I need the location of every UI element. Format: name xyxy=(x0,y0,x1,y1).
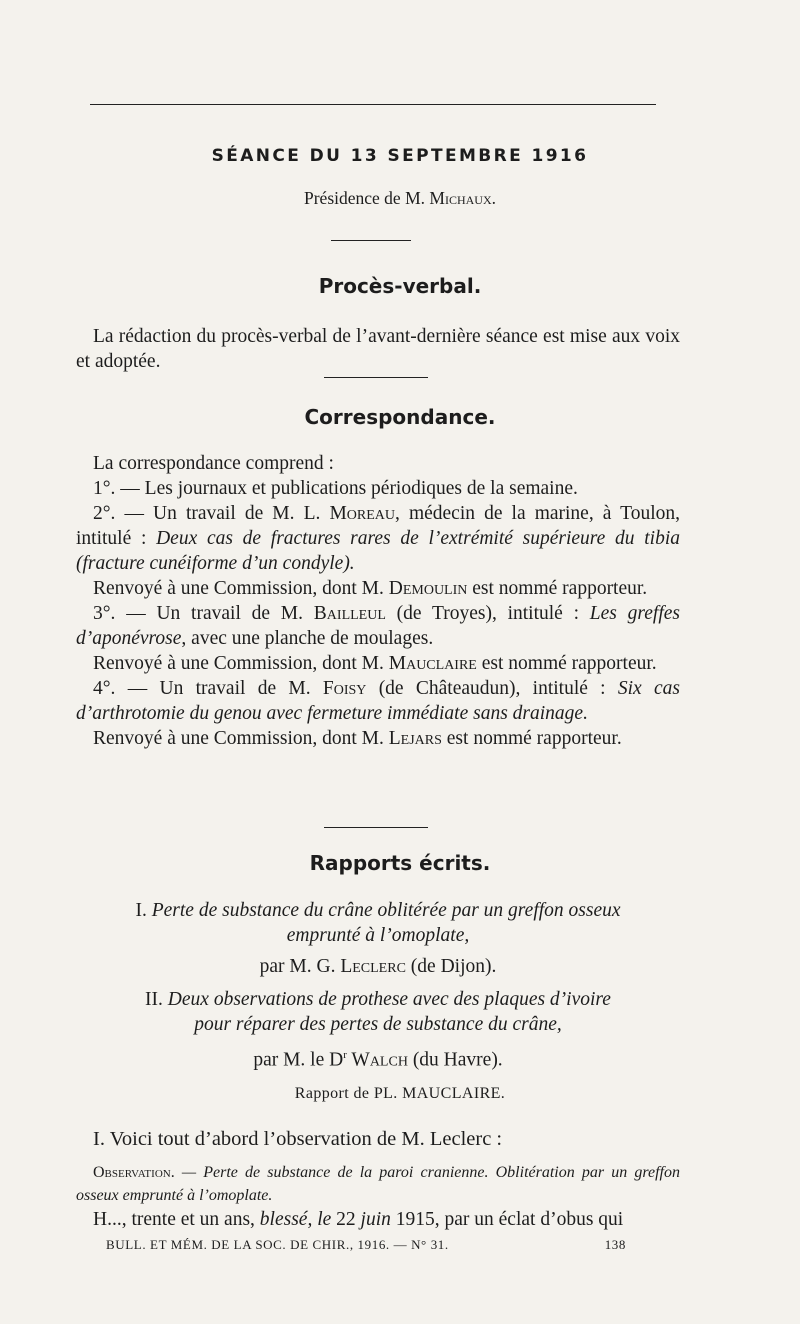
case-line: H..., trente et un ans, blessé, le 22 juin 1915, par un éclat d’obus qui xyxy=(93,1209,624,1230)
rapporteur-name: Demoulin xyxy=(388,578,468,599)
rapporteur-name: Lejars xyxy=(388,728,442,749)
rapport-2-number: II. xyxy=(145,989,168,1010)
rapport-1-number: I. xyxy=(135,900,152,921)
presidence-line xyxy=(0,188,800,209)
author-name: Walch xyxy=(346,1049,408,1071)
rapport-1-title-line-2: emprunté à l’omoplate, xyxy=(286,925,470,946)
correspondance-body xyxy=(76,451,680,751)
divider-1 xyxy=(331,240,411,241)
rapport-1-author: par M. G. Leclerc (de Dijon). xyxy=(259,956,497,977)
correspondance-title: Correspondance. xyxy=(304,405,496,429)
correspondance-item-4: 4°. — Un travail de M. Foisy (de Châteaudun), intitulé : Six cas d’arthrotomie du genou avec fermeture immédiate sans drainage. xyxy=(76,678,680,724)
work-title: Deux cas de fractures rares de l’extrémité supérieure du tibia (fracture cunéiforme d’un condyle). xyxy=(76,528,680,574)
correspondance-renvoi-4: Renvoyé à une Commission, dont M. Lejars est nommé rapporteur. xyxy=(93,728,622,749)
correspondance-item-2: 2°. — Un travail de M. L. Moreau, médecin de la marine, à Toulon, intitulé : Deux cas de fractures rares de l’extrémité supérieure du tibia (fracture cunéiforme d’un condyle). xyxy=(76,503,680,574)
author-name: Moreau xyxy=(329,503,396,524)
author-name: Foisy xyxy=(322,678,367,699)
presidence-prefix: Présidence de M. xyxy=(304,188,430,208)
observation-text: Observation. — Perte de substance de la paroi cranienne. Oblitération par un greffon osseux emprunté à l’omoplate. xyxy=(76,1164,680,1204)
correspondance-item-1: 1°. — Les journaux et publications périodiques de la semaine. xyxy=(93,478,578,499)
observation-label: Observation. xyxy=(93,1164,175,1181)
work-title: Six cas d’arthrotomie du genou avec fermeture immédiate sans drainage. xyxy=(76,678,680,724)
divider-3 xyxy=(324,827,428,828)
page-footer xyxy=(106,1237,626,1253)
rapport-de: Rapport de PL. MAUCLAIRE. xyxy=(294,1085,506,1102)
top-rule xyxy=(90,104,656,105)
rapport-2-title: II. Deux observations de prothese avec des plaques d’ivoire xyxy=(145,989,611,1010)
correspondance-intro: La correspondance comprend : xyxy=(93,453,334,474)
work-title: Les greffes d’aponévrose xyxy=(76,603,680,649)
journal-reference: BULL. ET MÉM. DE LA SOC. DE CHIR., 1916. — N° 31. xyxy=(106,1237,449,1252)
author-name: Bailleul xyxy=(313,603,386,624)
observation xyxy=(76,1161,680,1232)
president-name: Michaux. xyxy=(429,188,496,208)
divider-2 xyxy=(324,377,428,378)
rapport-1 xyxy=(76,898,680,979)
proces-verbal-title: Procès-verbal. xyxy=(318,274,482,298)
seance-heading: SÉANCE DU 13 SEPTEMBRE 1916 xyxy=(211,146,589,166)
rapport-2-author: par M. le $D^r$ Walch (du Havre). xyxy=(253,1049,503,1071)
rapports-title: Rapports écrits. xyxy=(309,851,491,875)
proces-verbal-text: La rédaction du procès-verbal de l’avant-dernière séance est mise aux voix et adoptée. xyxy=(76,326,680,372)
correspondance-renvoi-2: Renvoyé à une Commission, dont M. Demoulin est nommé rapporteur. xyxy=(93,578,648,599)
rapport-1-title: I. Perte de substance du crâne oblitérée par un greffon osseux xyxy=(135,900,621,921)
voici-line: I. Voici tout d’abord l’observation de M. Leclerc : xyxy=(93,1128,503,1150)
page-number: 138 xyxy=(604,1237,626,1252)
rapport-2-title-line-2: pour réparer des pertes de substance du crâne, xyxy=(194,1014,562,1035)
rapport-2 xyxy=(76,987,680,1073)
correspondance-item-3: 3°. — Un travail de M. Bailleul (de Troyes), intitulé : Les greffes d’aponévrose, avec une planche de moulages. xyxy=(76,603,680,649)
correspondance-renvoi-3: Renvoyé à une Commission, dont M. Mauclaire est nommé rapporteur. xyxy=(93,653,657,674)
rapporteur-name: Mauclaire xyxy=(388,653,477,674)
author-name: Leclerc xyxy=(340,956,406,977)
